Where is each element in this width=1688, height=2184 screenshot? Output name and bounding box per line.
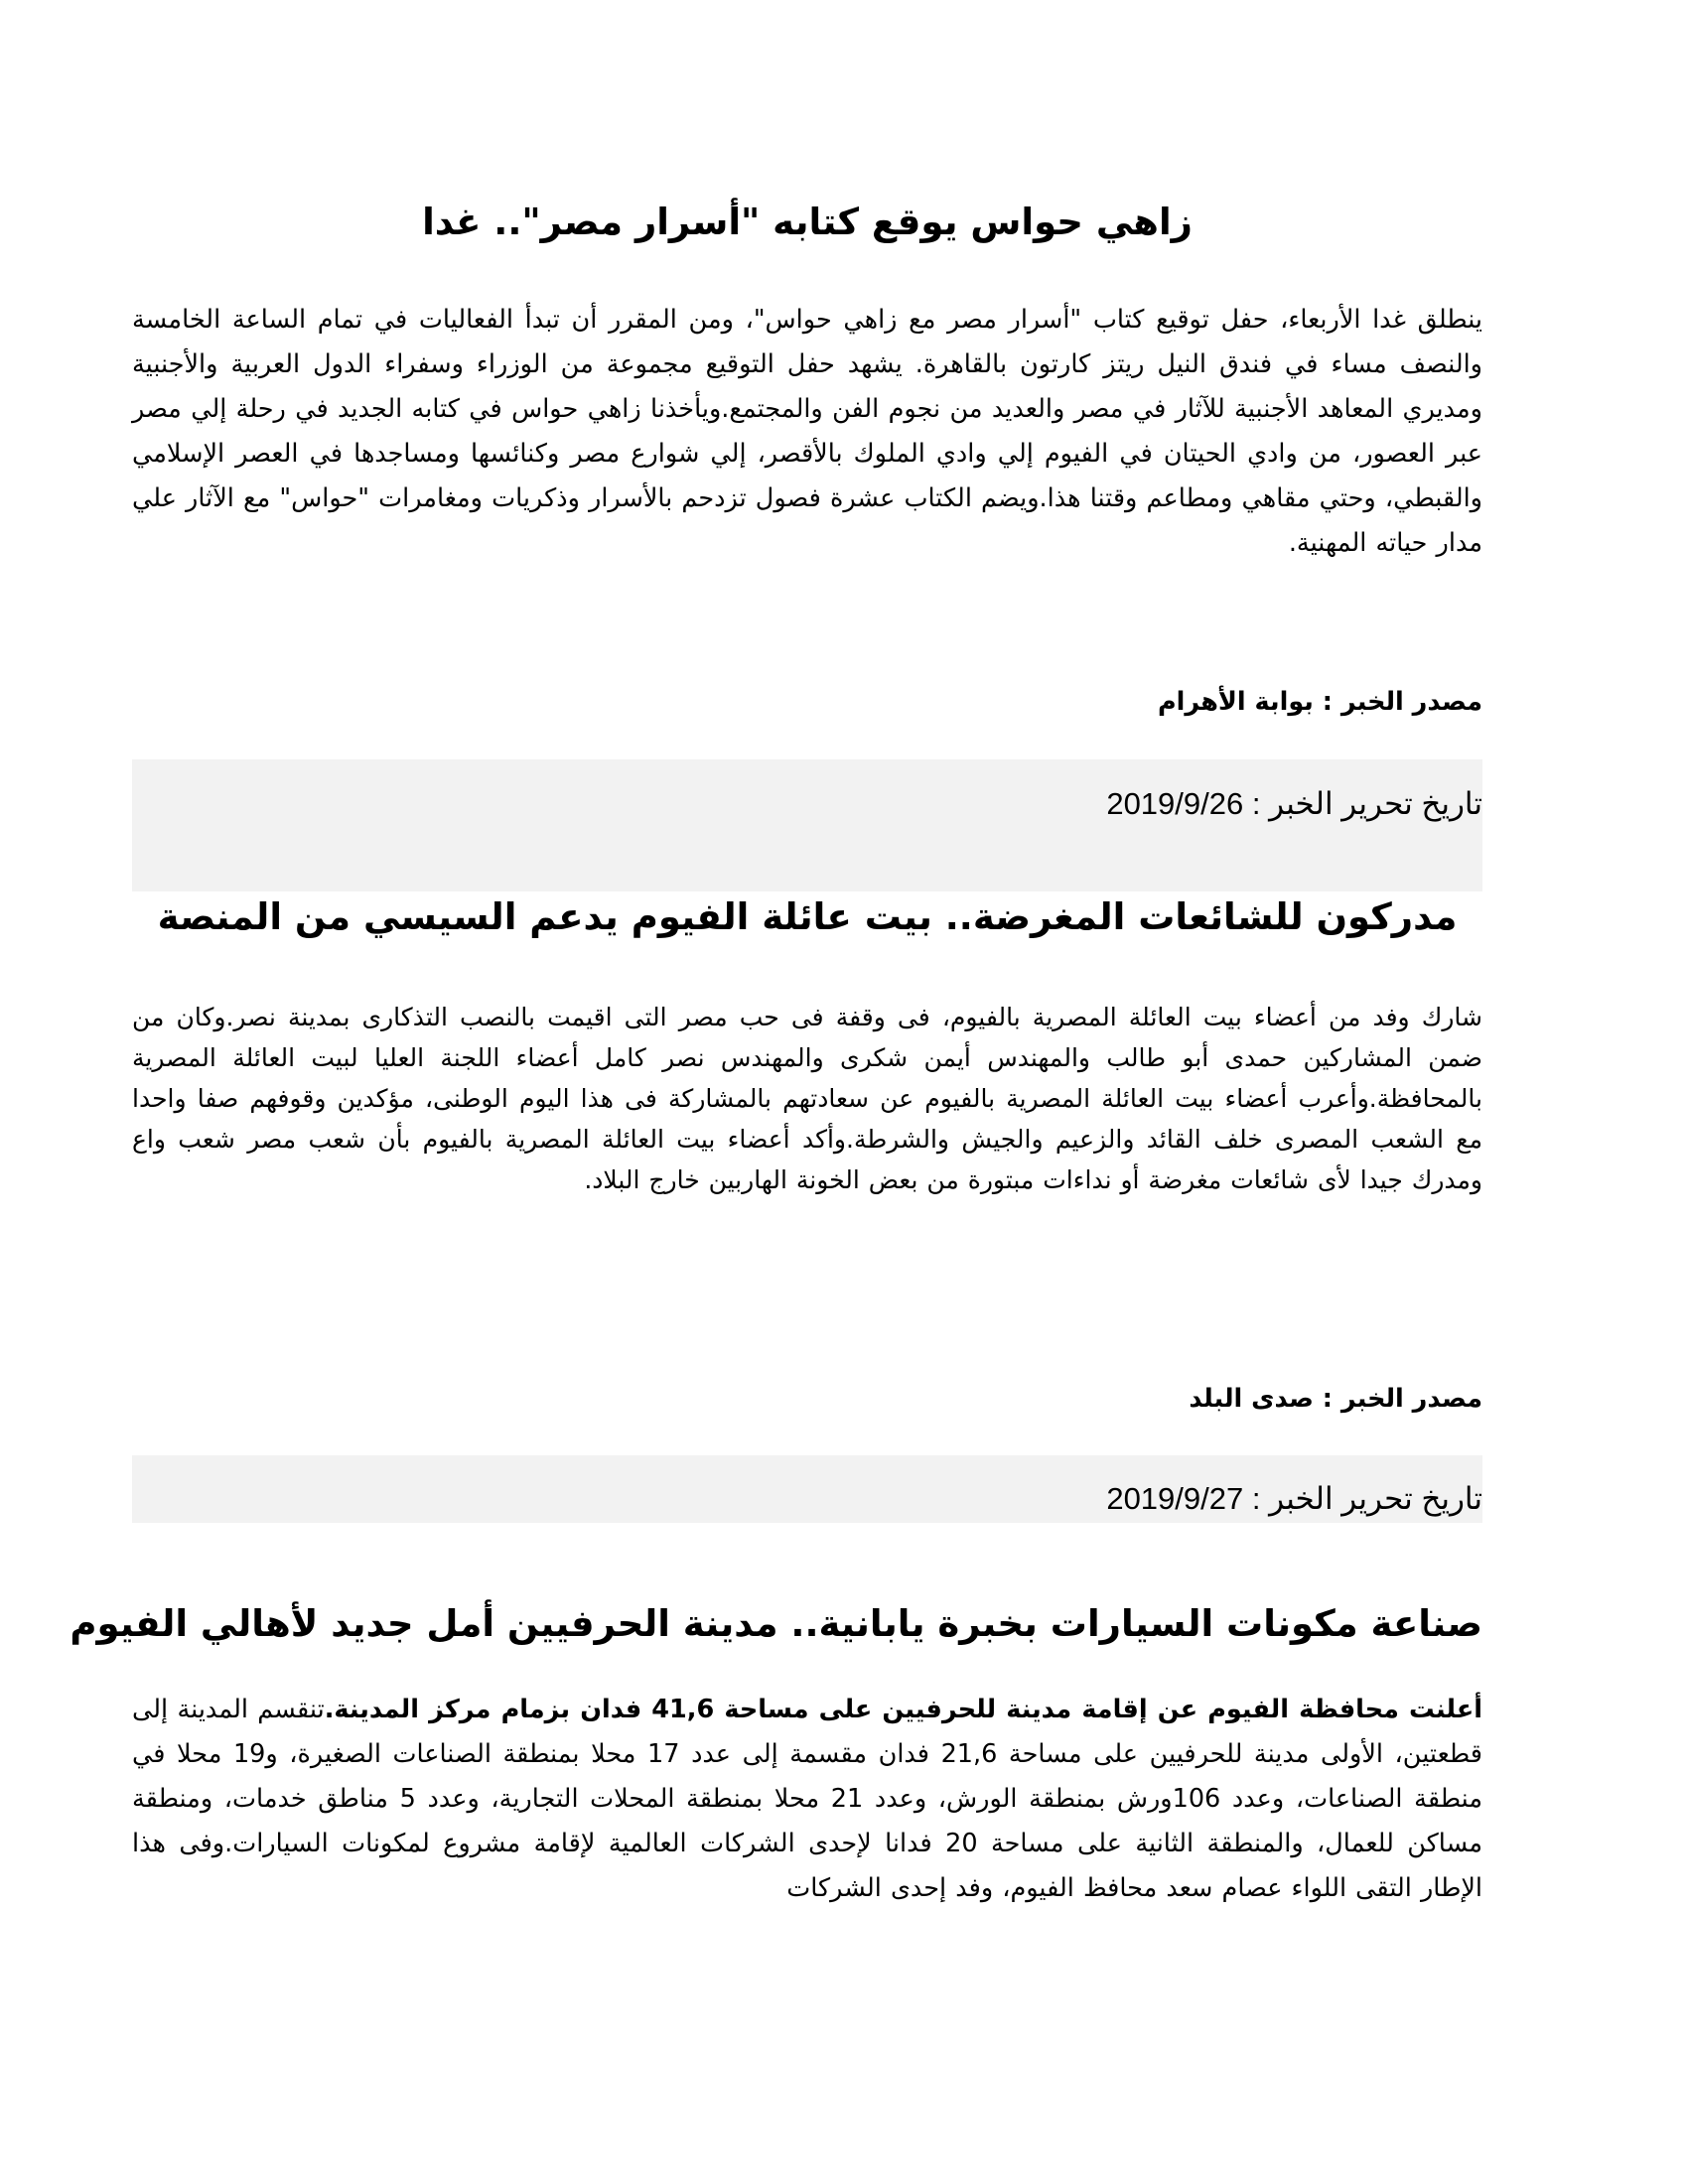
article-1 [132, 199, 1482, 246]
article-2-date-wrap [132, 1479, 1482, 1519]
article-3-body-rest: تنقسم المدينة إلى قطعتين، الأولى مدينة للحرفيين على مساحة 21,6 فدان مقسمة إلى عدد 17 محلا بمنطقة الصناعات الصغيرة، و19 محلا في منطقة الصناعات، وعدد 106ورش بمنطقة الورش، وعدد 21 محلا بمنطقة المحلات التجارية، وعدد 5 مناطق خدمات، ومنطقة مساكن للعمال، والمنطقة الثانية على مساحة 20 فدانا لإحدى الشركات العالمية لإقامة مشروع لمكونات السيارات.وفى هذا الإطار التقى اللواء عصام سعد محافظ الفيوم، وفد إحدى الشركات [132, 1695, 1482, 1903]
article-2-body: شارك وفد من أعضاء بيت العائلة المصرية بالفيوم، فى وقفة فى حب مصر التى اقيمت بالنصب التذكارى بمدينة نصر.وكان من ضمن المشاركين حمدى أبو طالب والمهندس أيمن شكرى والمهندس نصر كامل أعضاء اللجنة العليا لبيت العائلة المصرية بالمحافظة.وأعرب أعضاء بيت العائلة المصرية بالفيوم عن سعادتهم بالمشاركة فى هذا اليوم الوطنى، مؤكدين وقوفهم صفا واحدا مع الشعب المصرى خلف القائد والزعيم والجيش والشرطة.وأكد أعضاء بيت العائلة المصرية بالفيوم بأن شعب مصر شعب واع ومدرك جيدا لأى شائعات مغرضة أو نداءات مبتورة من بعض الخونة الهاربين خارج البلاد. [132, 1003, 1482, 1194]
document-page [70, 0, 1482, 2184]
article-3 [70, 1600, 1482, 1648]
article-1-date-wrap [132, 784, 1482, 824]
article-1-body-wrap [132, 298, 1482, 566]
article-1-body: ينطلق غدا الأربعاء، حفل توقيع كتاب "أسرار مصر مع زاهي حواس"، ومن المقرر أن تبدأ الفعاليات في تمام الساعة الخامسة والنصف مساء في فندق النيل ريتز كارتون بالقاهرة. يشهد حفل التوقيع مجموعة من الوزراء وسفراء الدول العربية والأجنبية ومديري المعاهد الأجنبية للآثار في مصر والعديد من نجوم الفن والمجتمع.ويأخذنا زاهي حواس في كتابه الجديد في رحلة إلي مصر عبر العصور، من وادي الحيتان في الفيوم إلي وادي الملوك بالأقصر، إلي شوارع مصر وكنائسها ومساجدها في العصر الإسلامي والقبطي، وحتي مقاهي ومطاعم وقتنا هذا.ويضم الكتاب عشرة فصول تزدحم بالأسرار وذكريات ومغامرات "حواس" مع الآثار علي مدار حياته المهنية. [132, 305, 1482, 558]
article-2-title: مدركون للشائعات المغرضة.. بيت عائلة الفيوم يدعم السيسي من المنصة [157, 895, 1458, 938]
article-3-body-wrap [132, 1688, 1482, 1911]
article-2-date: تاريخ تحرير الخبر : 2019/9/27 [1106, 1481, 1482, 1516]
article-2-body-wrap [132, 997, 1482, 1200]
article-2-source-wrap [132, 1382, 1482, 1416]
article-1-date: تاريخ تحرير الخبر : 2019/9/26 [1106, 786, 1482, 821]
article-1-source: مصدر الخبر : بوابة الأهرام [1157, 687, 1482, 717]
article-1-source-wrap [132, 685, 1482, 719]
article-3-body-lead: أعلنت محافظة الفيوم عن إقامة مدينة للحرفيين على مساحة 41,6 فدان بزمام مركز المدينة. [324, 1695, 1482, 1724]
article-2-source: مصدر الخبر : صدى البلد [1189, 1384, 1482, 1414]
article-3-body [132, 1688, 1482, 1911]
article-1-title: زاهي حواس يوقع كتابه "أسرار مصر".. غدا [422, 201, 1193, 243]
article-2 [132, 893, 1482, 941]
article-3-title: صناعة مكونات السيارات بخبرة يابانية.. مدينة الحرفيين أمل جديد لأهالي الفيوم [70, 1602, 1482, 1645]
article-1-date-band [132, 759, 1482, 891]
